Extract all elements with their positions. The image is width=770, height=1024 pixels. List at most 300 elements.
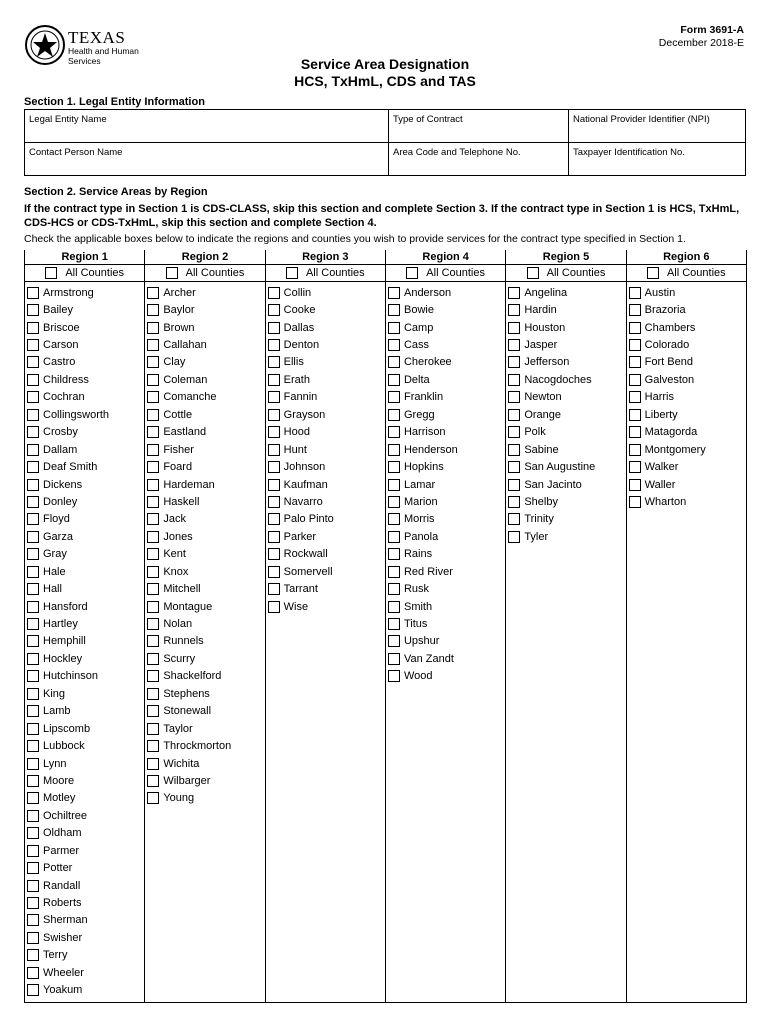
county-checkbox[interactable] [27, 496, 39, 508]
county-checkbox[interactable] [388, 670, 400, 682]
county-checkbox[interactable] [27, 531, 39, 543]
county-checkbox[interactable] [629, 339, 641, 351]
county-checkbox[interactable] [27, 618, 39, 630]
county-checkbox[interactable] [268, 356, 280, 368]
county-item[interactable] [27, 371, 144, 388]
county-checkbox[interactable] [147, 391, 159, 403]
county-item[interactable] [629, 493, 746, 510]
county-item[interactable] [629, 371, 746, 388]
county-item[interactable] [388, 354, 505, 371]
contact-person-field[interactable]: Contact Person Name [25, 143, 389, 176]
county-item[interactable] [268, 598, 385, 615]
all-counties-option[interactable] [25, 264, 144, 282]
county-item[interactable] [508, 441, 625, 458]
county-item[interactable] [27, 493, 144, 510]
npi-field[interactable]: National Provider Identifier (NPI) [569, 110, 746, 143]
county-item[interactable] [508, 284, 625, 301]
county-item[interactable] [629, 354, 746, 371]
county-item[interactable] [27, 755, 144, 772]
county-checkbox[interactable] [27, 880, 39, 892]
county-checkbox[interactable] [629, 426, 641, 438]
county-item[interactable] [27, 319, 144, 336]
county-item[interactable] [388, 650, 505, 667]
county-checkbox[interactable] [388, 601, 400, 613]
county-item[interactable] [27, 528, 144, 545]
county-checkbox[interactable] [388, 618, 400, 630]
county-checkbox[interactable] [388, 374, 400, 386]
county-item[interactable] [27, 912, 144, 929]
county-checkbox[interactable] [268, 304, 280, 316]
county-checkbox[interactable] [268, 287, 280, 299]
county-checkbox[interactable] [508, 287, 520, 299]
county-item[interactable] [147, 528, 264, 545]
county-item[interactable] [147, 790, 264, 807]
county-checkbox[interactable] [147, 479, 159, 491]
county-checkbox[interactable] [508, 531, 520, 543]
county-checkbox[interactable] [268, 583, 280, 595]
county-item[interactable] [27, 424, 144, 441]
county-checkbox[interactable] [388, 461, 400, 473]
county-checkbox[interactable] [27, 653, 39, 665]
county-item[interactable] [268, 441, 385, 458]
county-item[interactable] [27, 511, 144, 528]
county-checkbox[interactable] [147, 601, 159, 613]
county-item[interactable] [388, 633, 505, 650]
county-checkbox[interactable] [27, 810, 39, 822]
county-checkbox[interactable] [147, 287, 159, 299]
county-checkbox[interactable] [27, 740, 39, 752]
county-item[interactable] [629, 476, 746, 493]
county-item[interactable] [147, 650, 264, 667]
county-checkbox[interactable] [27, 322, 39, 334]
county-checkbox[interactable] [268, 426, 280, 438]
county-checkbox[interactable] [388, 531, 400, 543]
county-item[interactable] [27, 894, 144, 911]
county-checkbox[interactable] [268, 444, 280, 456]
county-checkbox[interactable] [147, 409, 159, 421]
county-item[interactable] [147, 563, 264, 580]
county-checkbox[interactable] [388, 391, 400, 403]
all-counties-option[interactable] [506, 264, 625, 282]
county-item[interactable] [268, 336, 385, 353]
county-checkbox[interactable] [147, 635, 159, 647]
county-item[interactable] [508, 493, 625, 510]
county-item[interactable] [268, 563, 385, 580]
county-checkbox[interactable] [147, 322, 159, 334]
county-item[interactable] [268, 493, 385, 510]
county-item[interactable] [27, 301, 144, 318]
county-item[interactable] [508, 354, 625, 371]
county-item[interactable] [268, 580, 385, 597]
county-item[interactable] [508, 371, 625, 388]
county-item[interactable] [27, 929, 144, 946]
county-checkbox[interactable] [508, 391, 520, 403]
county-item[interactable] [388, 406, 505, 423]
legal-entity-name-field[interactable]: Legal Entity Name [25, 110, 389, 143]
county-checkbox[interactable] [27, 339, 39, 351]
county-checkbox[interactable] [147, 374, 159, 386]
county-checkbox[interactable] [27, 967, 39, 979]
county-item[interactable] [268, 424, 385, 441]
county-item[interactable] [388, 389, 505, 406]
phone-field[interactable]: Area Code and Telephone No. [389, 143, 569, 176]
tin-field[interactable]: Taxpayer Identification No. [569, 143, 746, 176]
county-item[interactable] [388, 493, 505, 510]
county-item[interactable] [27, 720, 144, 737]
county-item[interactable] [147, 301, 264, 318]
county-checkbox[interactable] [27, 914, 39, 926]
county-item[interactable] [508, 424, 625, 441]
county-checkbox[interactable] [27, 374, 39, 386]
county-item[interactable] [508, 301, 625, 318]
county-checkbox[interactable] [508, 426, 520, 438]
county-checkbox[interactable] [388, 339, 400, 351]
county-item[interactable] [388, 598, 505, 615]
county-item[interactable] [27, 580, 144, 597]
county-checkbox[interactable] [268, 322, 280, 334]
county-item[interactable] [27, 615, 144, 632]
county-item[interactable] [147, 371, 264, 388]
county-checkbox[interactable] [388, 322, 400, 334]
county-checkbox[interactable] [27, 391, 39, 403]
county-checkbox[interactable] [388, 426, 400, 438]
county-item[interactable] [27, 685, 144, 702]
county-checkbox[interactable] [147, 548, 159, 560]
county-item[interactable] [508, 406, 625, 423]
county-checkbox[interactable] [27, 705, 39, 717]
county-item[interactable] [388, 301, 505, 318]
county-checkbox[interactable] [388, 479, 400, 491]
county-item[interactable] [508, 476, 625, 493]
county-item[interactable] [388, 284, 505, 301]
county-item[interactable] [388, 563, 505, 580]
all-counties-checkbox[interactable] [647, 267, 659, 279]
county-checkbox[interactable] [147, 426, 159, 438]
county-item[interactable] [147, 772, 264, 789]
county-checkbox[interactable] [268, 548, 280, 560]
county-item[interactable] [147, 598, 264, 615]
county-item[interactable] [388, 580, 505, 597]
county-item[interactable] [27, 476, 144, 493]
county-checkbox[interactable] [27, 897, 39, 909]
county-checkbox[interactable] [268, 531, 280, 543]
all-counties-checkbox[interactable] [286, 267, 298, 279]
county-checkbox[interactable] [27, 949, 39, 961]
county-checkbox[interactable] [27, 601, 39, 613]
county-item[interactable] [147, 458, 264, 475]
county-item[interactable] [27, 633, 144, 650]
county-item[interactable] [27, 859, 144, 876]
county-checkbox[interactable] [27, 688, 39, 700]
county-checkbox[interactable] [388, 548, 400, 560]
county-checkbox[interactable] [147, 618, 159, 630]
county-checkbox[interactable] [268, 601, 280, 613]
county-checkbox[interactable] [629, 444, 641, 456]
county-item[interactable] [629, 319, 746, 336]
county-item[interactable] [388, 476, 505, 493]
county-checkbox[interactable] [147, 775, 159, 787]
county-checkbox[interactable] [147, 531, 159, 543]
county-checkbox[interactable] [147, 583, 159, 595]
county-checkbox[interactable] [27, 827, 39, 839]
county-checkbox[interactable] [268, 391, 280, 403]
county-checkbox[interactable] [388, 287, 400, 299]
county-checkbox[interactable] [268, 479, 280, 491]
county-item[interactable] [629, 424, 746, 441]
county-checkbox[interactable] [147, 792, 159, 804]
county-item[interactable] [268, 511, 385, 528]
county-checkbox[interactable] [268, 374, 280, 386]
county-checkbox[interactable] [147, 723, 159, 735]
county-checkbox[interactable] [268, 513, 280, 525]
county-item[interactable] [147, 389, 264, 406]
county-checkbox[interactable] [388, 409, 400, 421]
county-checkbox[interactable] [27, 304, 39, 316]
county-checkbox[interactable] [147, 705, 159, 717]
county-item[interactable] [268, 476, 385, 493]
county-item[interactable] [508, 528, 625, 545]
county-item[interactable] [27, 668, 144, 685]
county-checkbox[interactable] [629, 461, 641, 473]
county-item[interactable] [388, 441, 505, 458]
county-item[interactable] [388, 371, 505, 388]
county-item[interactable] [388, 546, 505, 563]
all-counties-option[interactable] [386, 264, 505, 282]
county-checkbox[interactable] [508, 356, 520, 368]
county-item[interactable] [27, 336, 144, 353]
county-checkbox[interactable] [388, 304, 400, 316]
county-checkbox[interactable] [508, 322, 520, 334]
county-checkbox[interactable] [27, 792, 39, 804]
county-item[interactable] [388, 319, 505, 336]
all-counties-option[interactable] [627, 264, 746, 282]
county-checkbox[interactable] [508, 304, 520, 316]
county-checkbox[interactable] [508, 513, 520, 525]
county-checkbox[interactable] [27, 932, 39, 944]
county-item[interactable] [268, 301, 385, 318]
county-item[interactable] [388, 424, 505, 441]
county-item[interactable] [27, 825, 144, 842]
county-checkbox[interactable] [629, 322, 641, 334]
county-item[interactable] [147, 615, 264, 632]
county-checkbox[interactable] [508, 339, 520, 351]
county-item[interactable] [27, 284, 144, 301]
county-item[interactable] [27, 389, 144, 406]
county-item[interactable] [268, 284, 385, 301]
county-item[interactable] [27, 842, 144, 859]
county-checkbox[interactable] [629, 304, 641, 316]
county-item[interactable] [147, 546, 264, 563]
county-checkbox[interactable] [388, 653, 400, 665]
county-item[interactable] [388, 511, 505, 528]
county-checkbox[interactable] [27, 758, 39, 770]
county-item[interactable] [268, 546, 385, 563]
county-checkbox[interactable] [508, 444, 520, 456]
county-checkbox[interactable] [27, 723, 39, 735]
county-item[interactable] [27, 598, 144, 615]
county-checkbox[interactable] [508, 374, 520, 386]
county-item[interactable] [147, 493, 264, 510]
county-item[interactable] [147, 424, 264, 441]
county-item[interactable] [27, 546, 144, 563]
county-checkbox[interactable] [27, 287, 39, 299]
county-item[interactable] [147, 284, 264, 301]
county-checkbox[interactable] [147, 444, 159, 456]
county-checkbox[interactable] [147, 356, 159, 368]
county-item[interactable] [147, 737, 264, 754]
county-item[interactable] [629, 284, 746, 301]
all-counties-checkbox[interactable] [45, 267, 57, 279]
county-checkbox[interactable] [27, 775, 39, 787]
county-checkbox[interactable] [147, 688, 159, 700]
county-item[interactable] [147, 336, 264, 353]
county-item[interactable] [268, 458, 385, 475]
county-checkbox[interactable] [27, 862, 39, 874]
county-item[interactable] [147, 633, 264, 650]
county-item[interactable] [27, 354, 144, 371]
all-counties-option[interactable] [266, 264, 385, 282]
county-item[interactable] [508, 389, 625, 406]
all-counties-checkbox[interactable] [166, 267, 178, 279]
county-checkbox[interactable] [508, 479, 520, 491]
county-checkbox[interactable] [388, 583, 400, 595]
county-checkbox[interactable] [388, 356, 400, 368]
county-checkbox[interactable] [388, 566, 400, 578]
county-checkbox[interactable] [27, 479, 39, 491]
county-checkbox[interactable] [27, 548, 39, 560]
county-item[interactable] [147, 720, 264, 737]
county-checkbox[interactable] [147, 566, 159, 578]
county-item[interactable] [629, 406, 746, 423]
county-checkbox[interactable] [508, 409, 520, 421]
county-checkbox[interactable] [27, 444, 39, 456]
county-checkbox[interactable] [388, 496, 400, 508]
county-checkbox[interactable] [629, 356, 641, 368]
county-checkbox[interactable] [629, 409, 641, 421]
county-checkbox[interactable] [508, 496, 520, 508]
type-of-contract-field[interactable]: Type of Contract [389, 110, 569, 143]
county-checkbox[interactable] [27, 513, 39, 525]
county-item[interactable] [147, 511, 264, 528]
county-checkbox[interactable] [388, 635, 400, 647]
county-item[interactable] [27, 772, 144, 789]
county-checkbox[interactable] [27, 984, 39, 996]
county-checkbox[interactable] [388, 513, 400, 525]
county-item[interactable] [147, 406, 264, 423]
county-item[interactable] [268, 354, 385, 371]
county-item[interactable] [508, 511, 625, 528]
county-item[interactable] [27, 877, 144, 894]
all-counties-option[interactable] [145, 264, 264, 282]
county-item[interactable] [27, 458, 144, 475]
county-checkbox[interactable] [508, 461, 520, 473]
county-checkbox[interactable] [629, 374, 641, 386]
county-checkbox[interactable] [147, 304, 159, 316]
county-checkbox[interactable] [27, 583, 39, 595]
county-checkbox[interactable] [268, 461, 280, 473]
county-item[interactable] [388, 668, 505, 685]
county-item[interactable] [27, 964, 144, 981]
county-checkbox[interactable] [268, 566, 280, 578]
county-item[interactable] [388, 615, 505, 632]
county-item[interactable] [508, 319, 625, 336]
county-item[interactable] [27, 737, 144, 754]
county-item[interactable] [27, 790, 144, 807]
county-item[interactable] [388, 336, 505, 353]
county-item[interactable] [27, 982, 144, 999]
all-counties-checkbox[interactable] [527, 267, 539, 279]
county-item[interactable] [268, 371, 385, 388]
county-item[interactable] [629, 389, 746, 406]
county-item[interactable] [147, 755, 264, 772]
county-checkbox[interactable] [147, 758, 159, 770]
county-checkbox[interactable] [268, 496, 280, 508]
county-checkbox[interactable] [629, 496, 641, 508]
county-checkbox[interactable] [27, 845, 39, 857]
county-item[interactable] [268, 319, 385, 336]
county-item[interactable] [27, 703, 144, 720]
county-checkbox[interactable] [147, 496, 159, 508]
county-checkbox[interactable] [27, 356, 39, 368]
county-checkbox[interactable] [147, 513, 159, 525]
county-item[interactable] [508, 336, 625, 353]
county-item[interactable] [27, 563, 144, 580]
county-checkbox[interactable] [268, 339, 280, 351]
county-checkbox[interactable] [27, 426, 39, 438]
county-checkbox[interactable] [27, 635, 39, 647]
county-item[interactable] [27, 947, 144, 964]
county-item[interactable] [147, 354, 264, 371]
county-checkbox[interactable] [147, 461, 159, 473]
county-checkbox[interactable] [147, 339, 159, 351]
county-item[interactable] [268, 406, 385, 423]
county-checkbox[interactable] [147, 740, 159, 752]
county-item[interactable] [268, 528, 385, 545]
county-item[interactable] [629, 458, 746, 475]
county-item[interactable] [27, 441, 144, 458]
county-item[interactable] [388, 528, 505, 545]
county-checkbox[interactable] [27, 566, 39, 578]
county-item[interactable] [147, 685, 264, 702]
county-checkbox[interactable] [629, 287, 641, 299]
county-checkbox[interactable] [629, 391, 641, 403]
all-counties-checkbox[interactable] [406, 267, 418, 279]
county-checkbox[interactable] [629, 479, 641, 491]
county-checkbox[interactable] [268, 409, 280, 421]
county-item[interactable] [27, 807, 144, 824]
county-item[interactable] [147, 580, 264, 597]
county-item[interactable] [629, 336, 746, 353]
county-checkbox[interactable] [388, 444, 400, 456]
county-item[interactable] [629, 301, 746, 318]
county-item[interactable] [147, 668, 264, 685]
county-item[interactable] [508, 458, 625, 475]
county-item[interactable] [147, 441, 264, 458]
county-item[interactable] [629, 441, 746, 458]
county-checkbox[interactable] [27, 461, 39, 473]
county-item[interactable] [147, 476, 264, 493]
county-checkbox[interactable] [147, 670, 159, 682]
county-checkbox[interactable] [27, 409, 39, 421]
county-checkbox[interactable] [147, 653, 159, 665]
county-item[interactable] [268, 389, 385, 406]
county-item[interactable] [27, 650, 144, 667]
county-item[interactable] [388, 458, 505, 475]
county-item[interactable] [27, 406, 144, 423]
county-checkbox[interactable] [27, 670, 39, 682]
county-item[interactable] [147, 703, 264, 720]
county-item[interactable] [147, 319, 264, 336]
